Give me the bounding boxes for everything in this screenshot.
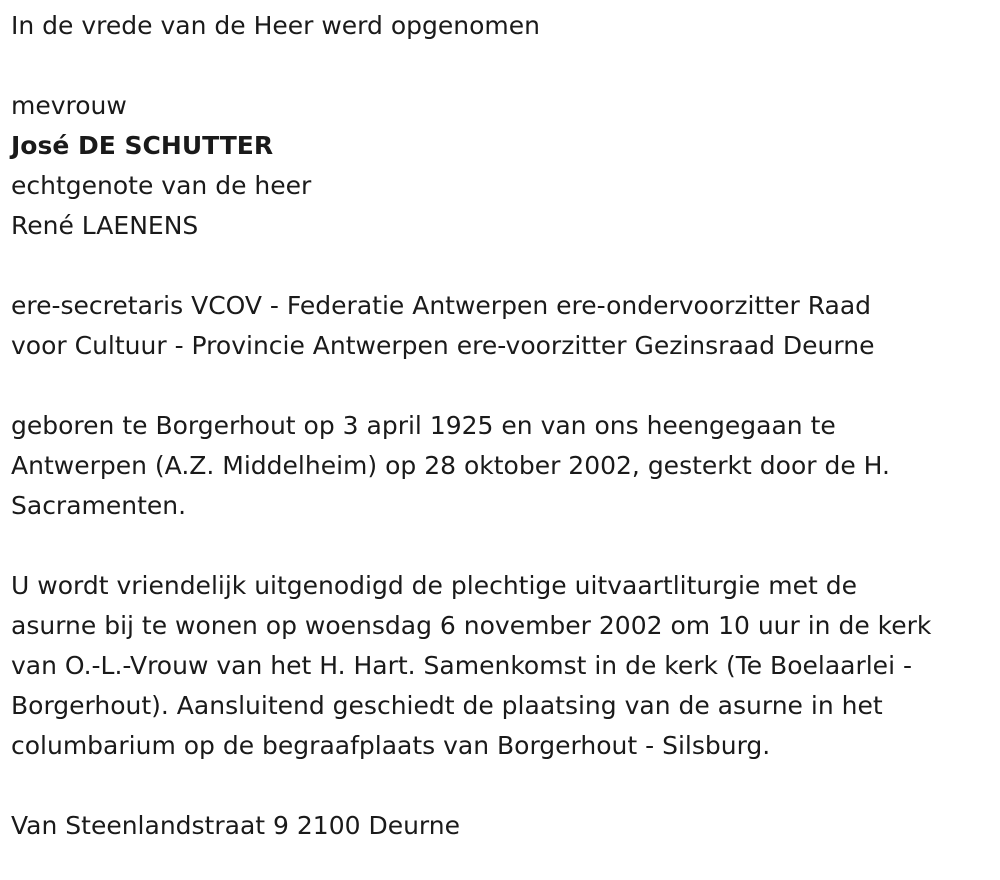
ceremony-line: U wordt vriendelijk uitgenodigd de plechtige uitvaartliturgie met de: [11, 571, 857, 600]
functions-line: ere-secretaris VCOV - Federatie Antwerpen ere-ondervoorzitter Raad: [11, 291, 872, 320]
ceremony-paragraph: [11, 566, 991, 766]
birth-death-line: Sacramenten.: [11, 491, 187, 520]
birth-death-paragraph: [11, 406, 991, 526]
ceremony-line: van O.-L.-Vrouw van het H. Hart. Samenkomst in de kerk (Te Boelaarlei -: [11, 651, 912, 680]
ceremony-line: columbarium op de begraafplaats van Borgerhout - Silsburg.: [11, 731, 771, 760]
death-notice: [11, 6, 991, 846]
functions-paragraph: [11, 286, 991, 366]
ceremony-line: asurne bij te wonen op woensdag 6 november 2002 om 10 uur in de kerk: [11, 611, 932, 640]
spouse-name: René LAENENS: [11, 211, 199, 240]
ceremony-line: Borgerhout). Aansluitend geschiedt de plaatsing van de asurne in het: [11, 691, 883, 720]
birth-death-line: Antwerpen (A.Z. Middelheim) op 28 oktober 2002, gesterkt door de H.: [11, 451, 890, 480]
birth-death-line: geboren te Borgerhout op 3 april 1925 en van ons heengegaan te: [11, 411, 836, 440]
address-text: Van Steenlandstraat 9 2100 Deurne: [11, 811, 460, 840]
intro-text: In de vrede van de Heer werd opgenomen: [11, 11, 540, 40]
relation-text: echtgenote van de heer: [11, 171, 312, 200]
functions-line: voor Cultuur - Provincie Antwerpen ere-voorzitter Gezinsraad Deurne: [11, 331, 875, 360]
title-text: mevrouw: [11, 91, 127, 120]
deceased-name: José DE SCHUTTER: [11, 131, 274, 160]
address-paragraph: [11, 806, 991, 846]
